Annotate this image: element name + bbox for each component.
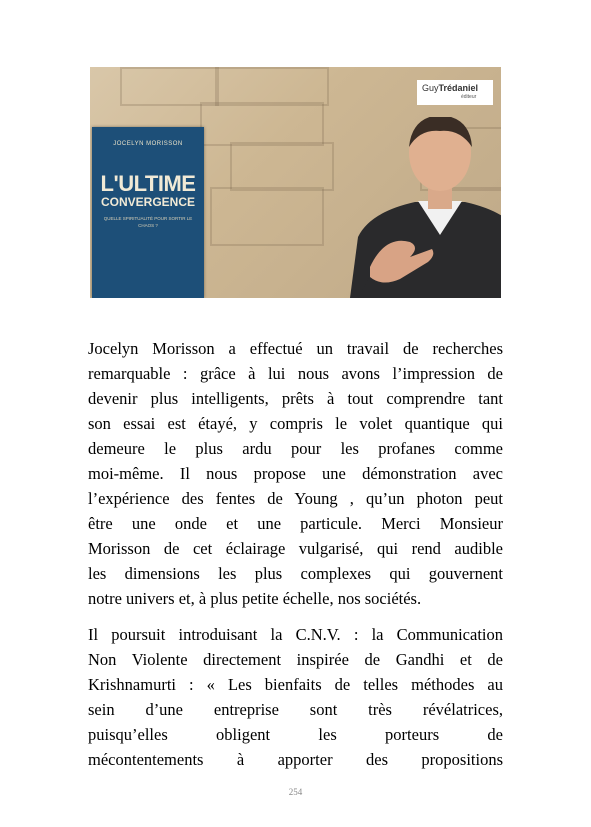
book-subtitle: QUELLE SPIRITUALITÉ POUR SORTIR LE CHAOS ? [103,216,193,228]
text-line: son essai est étayé, y compris le volet quantique qui [88,414,503,433]
page-number: 254 [288,787,303,797]
wall-brick [210,187,324,246]
paragraph-1 [88,336,503,611]
wall-brick [120,67,219,106]
text-line: Morisson de cet éclairage vulgarisé, qui rend audible [88,539,503,558]
video-frame[interactable] [90,67,501,298]
speaker-figure [340,117,501,298]
text-line: Il poursuit introduisant la C.N.V. : la Communication [88,625,503,644]
book-title-line2: CONVERGENCE [100,195,195,209]
publisher-logo [417,80,493,105]
wall-brick [215,67,329,106]
text-line: notre univers et, à plus petite échelle, nos sociétés. [88,589,422,608]
text-line: demeure le plus ardu pour les profanes comme [88,439,503,458]
text-line: Krishnamurti : « Les bienfaits de telles méthodes au [88,675,503,694]
text-line: Non Violente directement inspirée de Gandhi et de [88,650,503,669]
text-line: sein d’une entreprise sont très révélatrices, [88,700,503,719]
publisher-brand-prefix: Guy [422,83,439,93]
text-line: remarquable : grâce à lui nous avons l’impression de [88,364,503,383]
paragraph-2 [88,622,503,772]
publisher-brand-name: Trédaniel [438,83,479,93]
text-line: être une onde et une particule. Merci Monsieur [88,514,503,533]
publisher-brand [422,83,478,93]
wall-brick [200,102,324,146]
book-author: JOCELYN MORISSON [113,141,183,147]
text-line: moi-même. Il nous propose une démonstration avec [88,464,503,483]
text-line: devenir plus intelligents, prêts à tout comprendre tant [88,389,503,408]
book-cover [92,127,204,298]
text-line: l’expérience des fentes de Young , qu’un photon peut [88,489,503,508]
book-title-line1: L'ULTIME [100,171,196,196]
text-line: mécontentements à apporter des propositions [88,750,503,769]
text-line: Jocelyn Morisson a effectué un travail de recherches [88,339,503,358]
wall-brick [230,142,334,191]
text-line: les dimensions les plus complexes qui gouvernent [88,564,503,583]
text-line: puisqu’elles obligent les porteurs de [88,725,503,744]
publisher-editeur: éditeur [461,94,477,100]
